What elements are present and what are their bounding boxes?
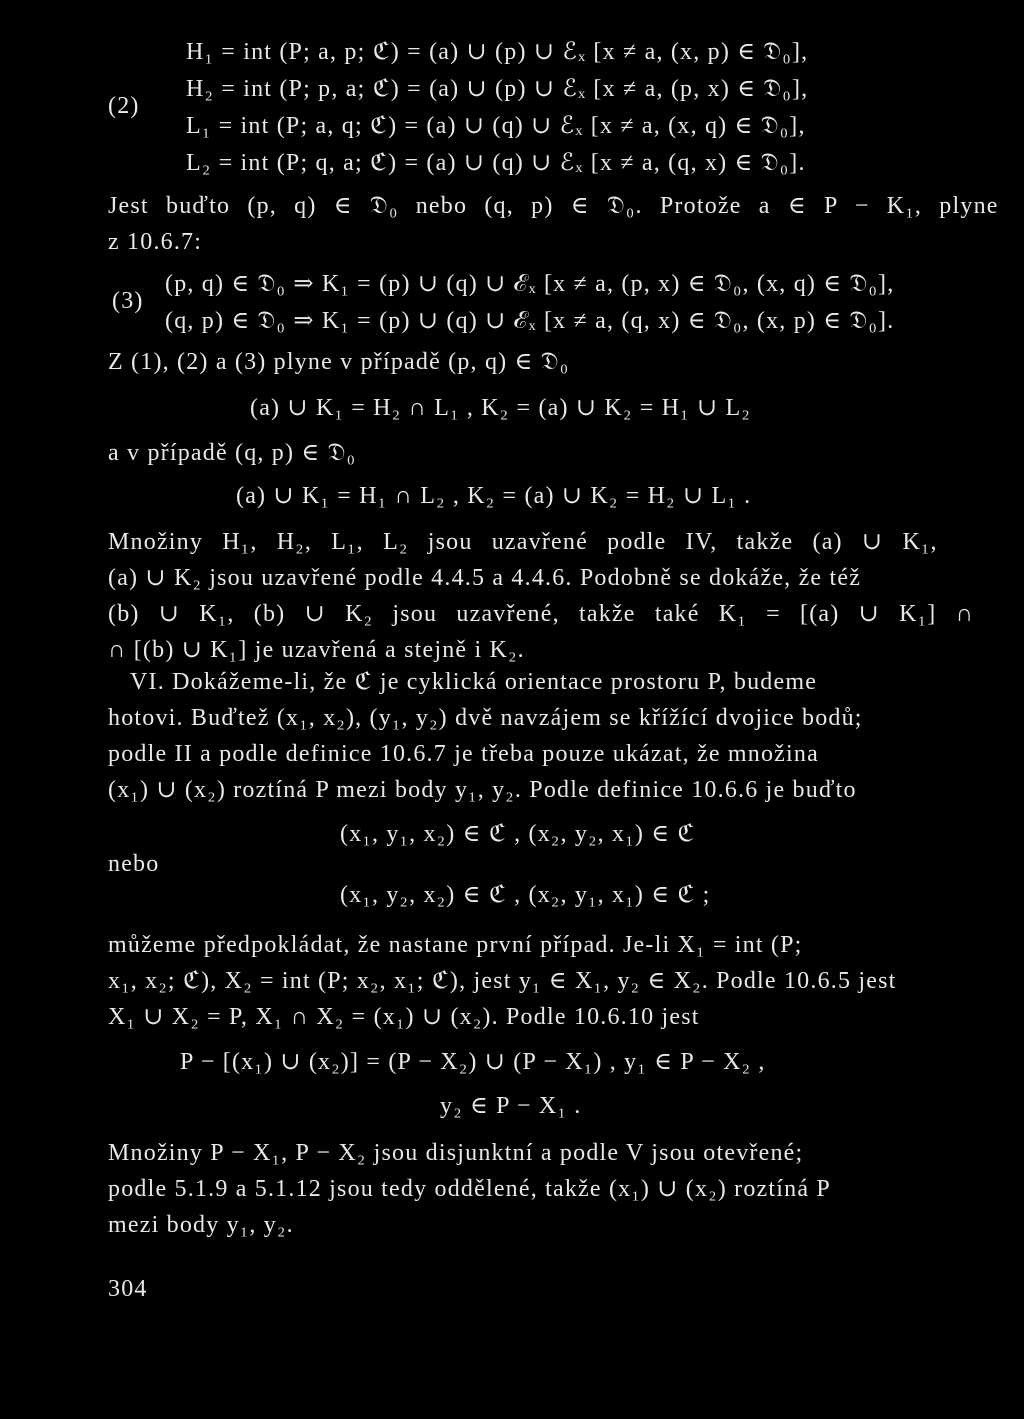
text-line: podle 5.1.9 a 5.1.12 jsou tedy oddělené, takže (x₁) ∪ (x₂) roztíná P — [108, 1176, 831, 1202]
display-equation: (x₁, y₂, x₂) ∈ ℭ , (x₂, y₁, x₁) ∈ ℭ ; — [340, 882, 711, 908]
text-line: Množiny H₁, H₂, L₁, L₂ jsou uzavřené podle IV, takže (a) ∪ K₁, — [108, 529, 938, 555]
equation-line: L₁ = int (P; a, q; ℭ) = (a) ∪ (q) ∪ ℰₓ [x ≠ a, (x, q) ∈ 𝔇₀], — [186, 113, 806, 139]
display-equation: (a) ∪ K₁ = H₂ ∩ L₁ , K₂ = (a) ∪ K₂ = H₁ ∪ L₂ — [250, 395, 751, 421]
text-line: z 10.6.7: — [108, 229, 203, 255]
text-line: a v případě (q, p) ∈ 𝔇₀ — [108, 440, 357, 466]
equation-line: L₂ = int (P; q, a; ℭ) = (a) ∪ (q) ∪ ℰₓ [x ≠ a, (q, x) ∈ 𝔇₀]. — [186, 150, 806, 176]
text-line: (b) ∪ K₁, (b) ∪ K₂ jsou uzavřené, takže také K₁ = [(a) ∪ K₁] ∩ — [108, 601, 975, 627]
display-equation: P − [(x₁) ∪ (x₂)] = (P − X₂) ∪ (P − X₁) , y₁ ∈ P − X₂ , — [180, 1049, 766, 1075]
display-equation: y₂ ∈ P − X₁ . — [440, 1093, 582, 1119]
equation-line: H₂ = int (P; p, a; ℭ) = (a) ∪ (p) ∪ ℰₓ [x ≠ a, (p, x) ∈ 𝔇₀], — [186, 76, 809, 102]
equation-label-2: (2) — [108, 93, 140, 119]
text-line: Jest buďto (p, q) ∈ 𝔇₀ nebo (q, p) ∈ 𝔇₀. Protože a ∈ P − K₁, plyne — [108, 193, 999, 219]
text-line: můžeme předpokládat, že nastane první případ. Je-li X₁ = int (P; — [108, 932, 803, 958]
text-line: Množiny P − X₁, P − X₂ jsou disjunktní a podle V jsou otevřené; — [108, 1140, 804, 1166]
equation-line: H₁ = int (P; a, p; ℭ) = (a) ∪ (p) ∪ ℰₓ [x ≠ a, (x, p) ∈ 𝔇₀], — [186, 39, 809, 65]
text-line: Z (1), (2) a (3) plyne v případě (p, q) ∈ 𝔇₀ — [108, 349, 570, 375]
text-line: x₁, x₂; ℭ), X₂ = int (P; x₂, x₁; ℭ), jest y₁ ∈ X₁, y₂ ∈ X₂. Podle 10.6.5 jest — [108, 968, 897, 994]
display-equation: (a) ∪ K₁ = H₁ ∩ L₂ , K₂ = (a) ∪ K₂ = H₂ ∪ L₁ . — [236, 483, 752, 509]
text-line: hotovi. Buďtež (x₁, x₂), (y₁, y₂) dvě navzájem se křížící dvojice bodů; — [108, 705, 863, 731]
text-line: ∩ [(b) ∪ K₁] je uzavřená a stejně i K₂. — [108, 637, 525, 663]
text-line: (a) ∪ K₂ jsou uzavřené podle 4.4.5 a 4.4.6. Podobně se dokáže, že též — [108, 565, 862, 591]
equation-label-3: (3) — [112, 288, 144, 314]
text-line: X₁ ∪ X₂ = P, X₁ ∩ X₂ = (x₁) ∪ (x₂). Podle 10.6.10 jest — [108, 1004, 700, 1030]
text-line: mezi body y₁, y₂. — [108, 1212, 294, 1238]
text-line: (x₁) ∪ (x₂) roztíná P mezi body y₁, y₂. Podle definice 10.6.6 je buďto — [108, 777, 857, 803]
text-line: podle II a podle definice 10.6.7 je třeba pouze ukázat, že množina — [108, 741, 819, 767]
equation-line: (q, p) ∈ 𝔇₀ ⇒ K₁ = (p) ∪ (q) ∪ ℰₓ [x ≠ a, (q, x) ∈ 𝔇₀, (x, p) ∈ 𝔇₀]. — [165, 308, 895, 334]
display-equation: (x₁, y₁, x₂) ∈ ℭ , (x₂, y₂, x₁) ∈ ℭ — [340, 821, 696, 847]
text-line: VI. Dokážeme-li, že ℭ je cyklická orientace prostoru P, budeme — [130, 669, 818, 695]
page-number: 304 — [108, 1276, 148, 1302]
equation-line: (p, q) ∈ 𝔇₀ ⇒ K₁ = (p) ∪ (q) ∪ ℰₓ [x ≠ a, (p, x) ∈ 𝔇₀, (x, q) ∈ 𝔇₀], — [165, 271, 895, 297]
text-line: nebo — [108, 851, 160, 877]
